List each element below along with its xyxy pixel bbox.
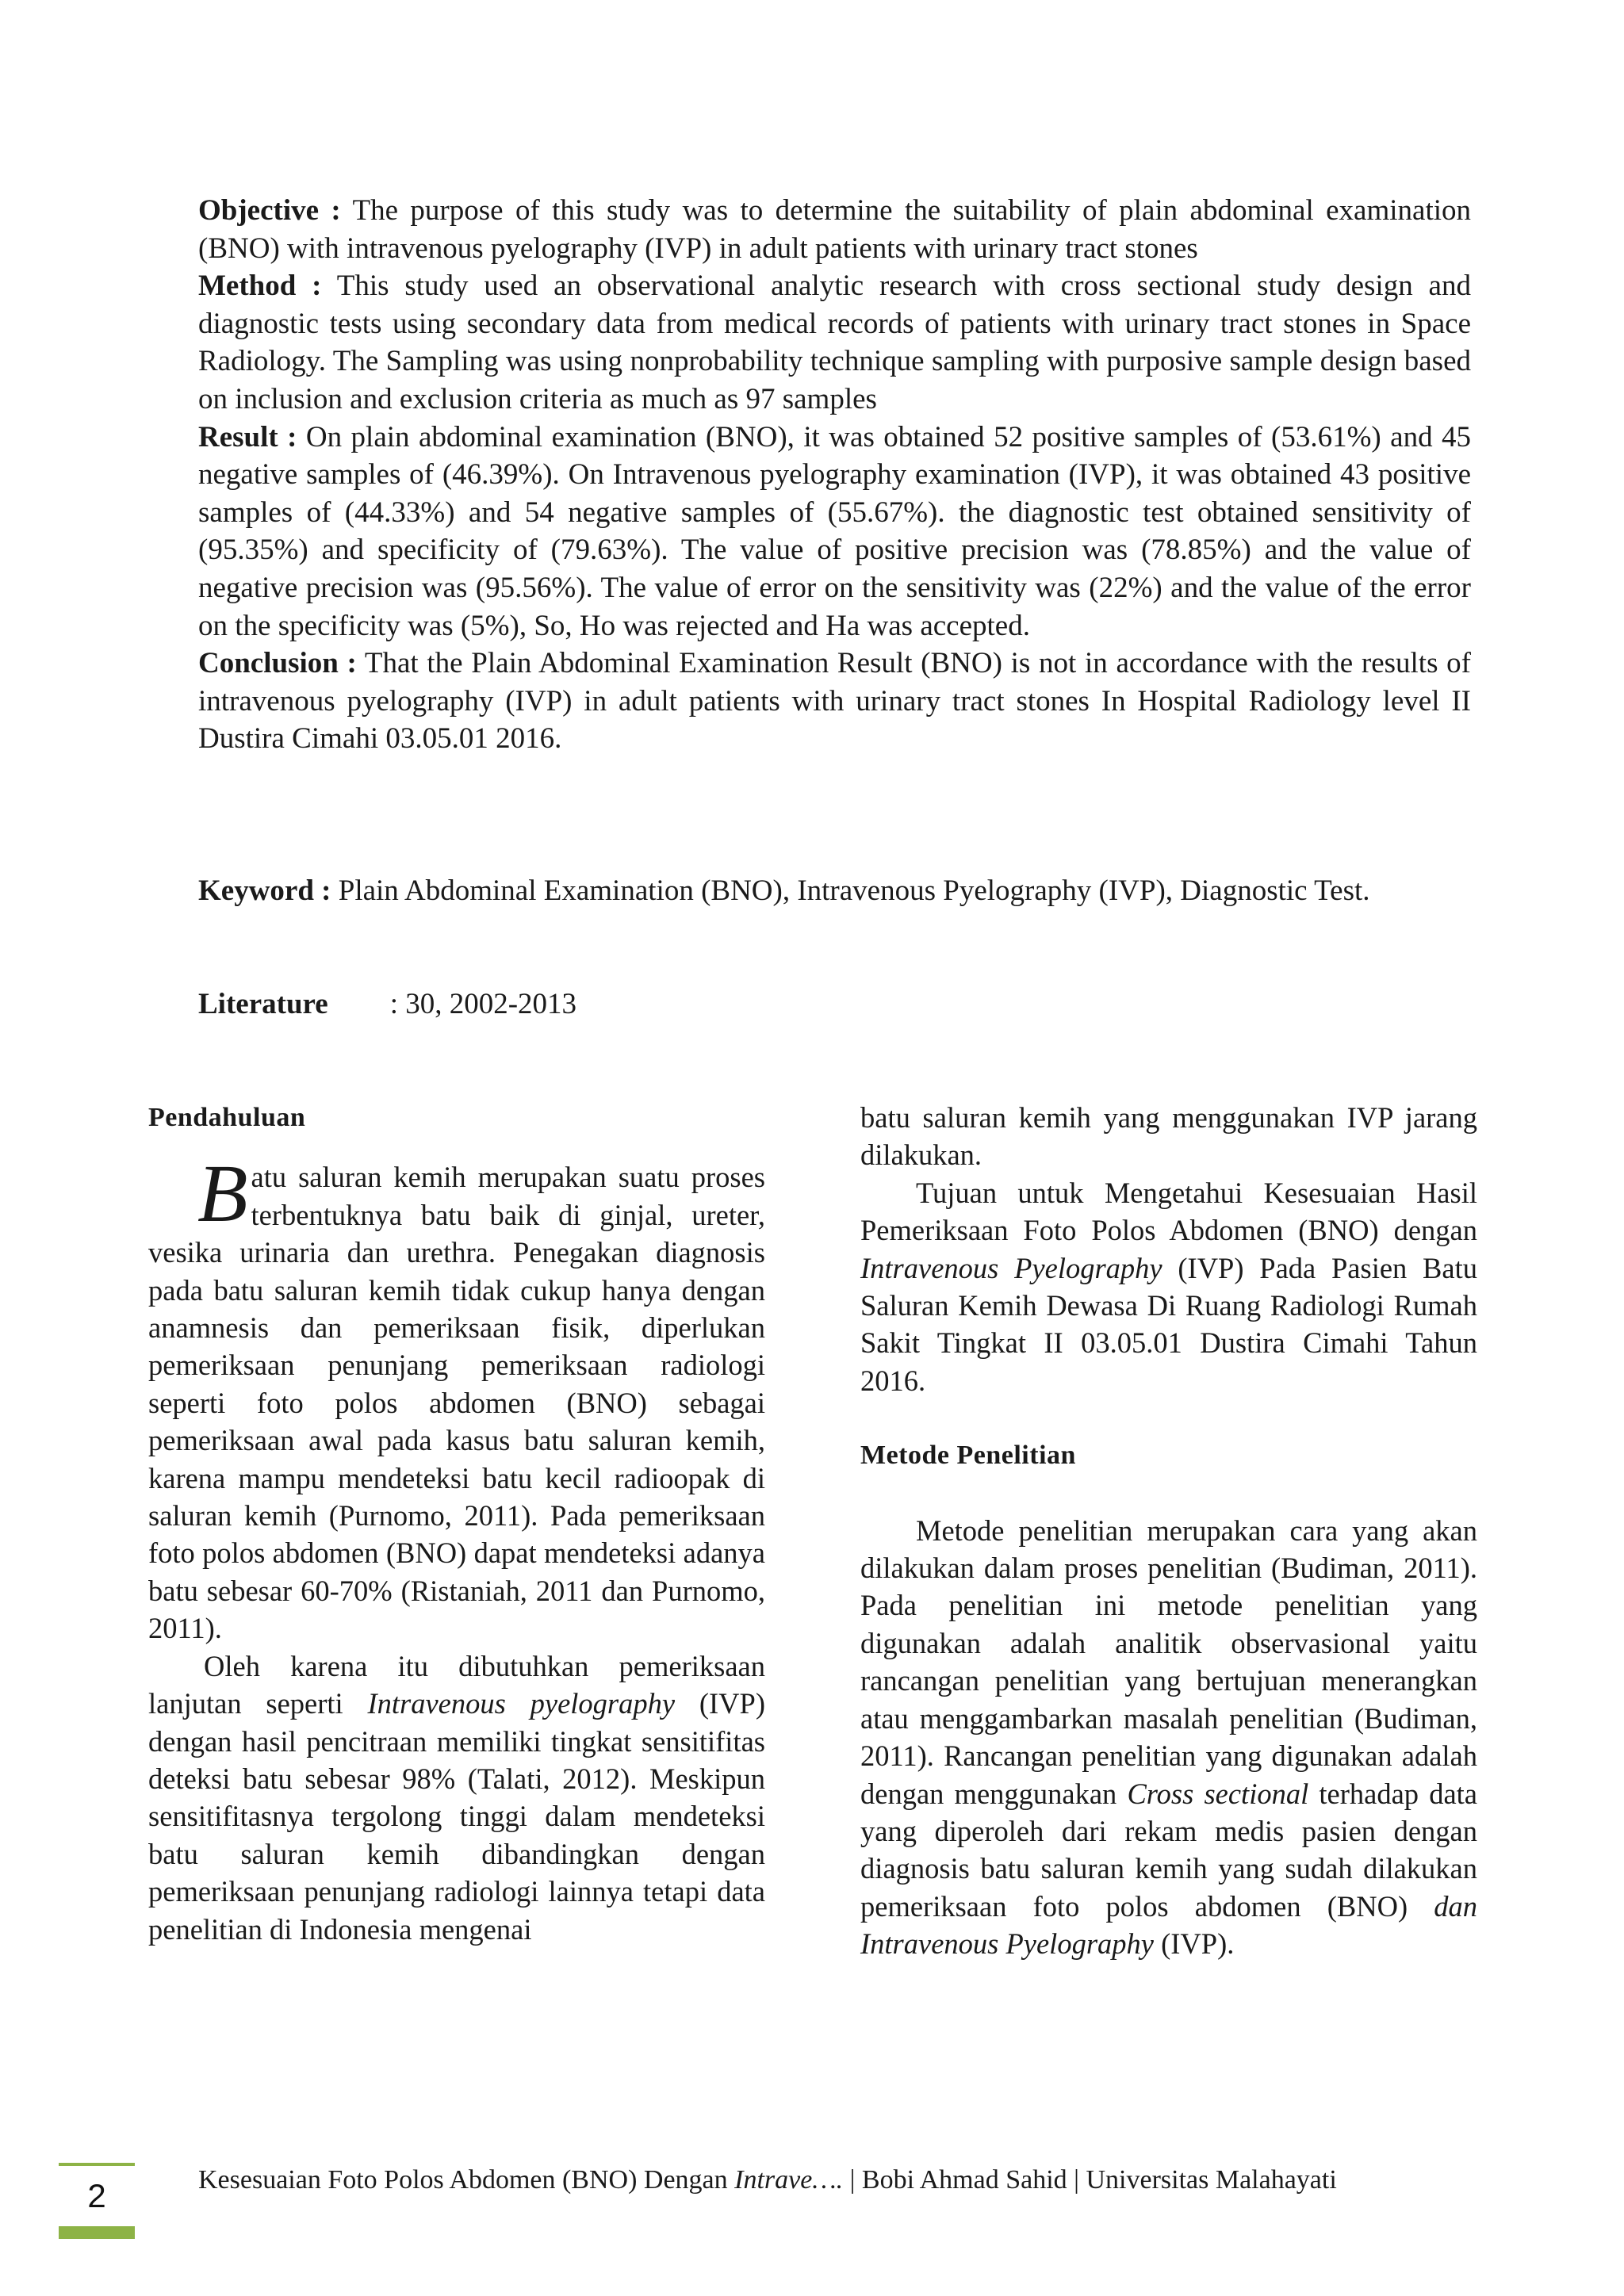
abstract-objective xyxy=(198,192,1471,267)
drop-cap: B xyxy=(197,1148,248,1240)
running-footer-italic: Intrave…. xyxy=(734,2165,844,2195)
footer-accent-bar-bottom xyxy=(59,2226,135,2239)
objective-paragraph xyxy=(860,1174,1477,1399)
abstract xyxy=(198,192,1471,758)
spacer xyxy=(860,1475,1477,1512)
literature-label: Literature xyxy=(198,988,328,1020)
intro-paragraph-2-text-b: (IVP) dengan hasil pencitraan memiliki tingkat sensitifitas deteksi batu sebesar 98% (Talati, 2012). Meskipun sensitifitasnya tergolong tinggi dalam mendeteksi batu saluran kemih dibandingkan dengan pemeriksaan penunjang radiologi lainnya tetapi data penelitian di Indonesia mengenai xyxy=(148,1687,765,1946)
intro-paragraph-2-continued: batu saluran kemih yang menggunakan IVP jarang dilakukan. xyxy=(860,1101,1477,1172)
abstract-method xyxy=(198,267,1471,418)
page-number: 2 xyxy=(87,2177,106,2214)
section-heading-pendahuluan: Pendahuluan xyxy=(148,1103,306,1132)
running-footer xyxy=(198,2163,1483,2198)
intro-paragraph-2 xyxy=(148,1647,765,1948)
objective-label: Objective : xyxy=(198,194,341,227)
objective-paragraph-text-b: (IVP) Pada Pasien Batu Saluran Kemih Dewasa Di Ruang Radiologi Rumah Sakit Tingkat II 03.05.01 Dustira Cimahi Tahun 2016. xyxy=(860,1251,1477,1397)
result-label: Result : xyxy=(198,420,297,453)
objective-text: The purpose of this study was to determine the suitability of plain abdominal examination (BNO) with intravenous pyelography (IVP) in adult patients with urinary tract stones xyxy=(198,194,1472,265)
objective-paragraph-text-a: Tujuan untuk Mengetahui Kesesuaian Hasil Pemeriksaan Foto Polos Abdomen (BNO) dengan xyxy=(860,1176,1477,1247)
method-paragraph-text-c: (IVP). xyxy=(1153,1927,1235,1961)
keywords xyxy=(198,872,1471,910)
left-column xyxy=(148,1099,765,1948)
footer-accent-bar-top xyxy=(59,2163,135,2166)
method-paragraph-italic-1: Cross sectional xyxy=(1127,1777,1309,1810)
intro-paragraph-1 xyxy=(148,1148,765,1647)
literature xyxy=(198,985,576,1024)
keyword-text: Plain Abdominal Examination (BNO), Intravenous Pyelography (IVP), Diagnostic Test. xyxy=(338,874,1370,907)
keyword-label: Keyword : xyxy=(198,874,331,907)
method-paragraph-text-b: terhadap data yang diperoleh dari rekam medis pasien dengan diagnosis batu saluran kemih yang sudah dilakukan pemeriksaan foto polos abdomen (BNO) xyxy=(860,1777,1477,1923)
method-label: Method : xyxy=(198,270,322,303)
intro-paragraph-1-text: atu saluran kemih merupakan suatu proses terbentuknya batu baik di ginjal, ureter, vesika urinaria dan urethra. Penegakan diagnosis pada batu saluran kemih tidak cukup hanya dengan anamnesis dan pemeriksaan fisik, diperlukan pemeriksaan penunjang pemeriksaan radiologi seperti foto polos abdomen (BNO) sebagai pemeriksaan awal pada kasus batu saluran kemih, karena mampu mendeteksi batu kecil radioopak di saluran kemih (Purnomo, 2011). Pada pemeriksaan foto polos abdomen (BNO) dapat mendeteksi adanya batu sebesar 60-70% (Ristaniah, 2011 dan Purnomo, 2011). xyxy=(148,1161,765,1645)
intro-paragraph-2-text-a: Oleh karena itu dibutuhkan pemeriksaan lanjutan seperti xyxy=(148,1649,765,1720)
spacer xyxy=(860,1399,1477,1437)
method-text: This study used an observational analytic research with cross sectional study design and diagnostic tests using secondary data from medical records of patients with urinary tract stones in Space Radiology. The Sampling was using nonprobability technique sampling with purposive sample design based on inclusion and exclusion criteria as much as 97 samples xyxy=(198,270,1471,415)
method-paragraph-italic-2: dan Intravenous Pyelography xyxy=(860,1889,1477,1961)
literature-value: : 30, 2002-2013 xyxy=(389,988,577,1020)
result-text: On plain abdominal examination (BNO), it was obtained 52 positive samples of (53.61%) and 45 negative samples of (46.39%). On Intravenous pyelography examination (IVP), it was obtained 43 positive samples of (44.33%) and 54 negative samples of (55.67%). the diagnostic test obtained sensitivity of (95.35%) and specificity of (79.63%). The value of positive precision was (78.85%) and the value of negative precision was (95.56%). The value of error on the sensitivity was (22%) and the value of the error on the specificity was (5%), So, Ho was rejected and Ha was accepted. xyxy=(198,420,1471,642)
objective-paragraph-italic: Intravenous Pyelography xyxy=(860,1251,1162,1284)
conclusion-label: Conclusion : xyxy=(198,647,357,680)
intro-paragraph-2-italic: Intravenous pyelography xyxy=(367,1687,676,1720)
section-heading-metode: Metode Penelitian xyxy=(860,1441,1076,1471)
abstract-result xyxy=(198,419,1471,645)
conclusion-text: That the Plain Abdominal Examination Result (BNO) is not in accordance with the results of intravenous pyelography (IVP) in adult patients with urinary tract stones In Hospital Radiology level II Dustira Cimahi 03.05.01 2016. xyxy=(198,647,1472,756)
method-paragraph-text-a: Metode penelitian merupakan cara yang akan dilakukan dalam proses penelitian (Budiman, 2011). Pada penelitian ini metode penelitian yang digunakan adalah analitik observasional yaitu rancangan penelitian yang bertujuan menerangkan atau menggambarkan masalah penelitian (Budiman, 2011). Rancangan penelitian yang digunakan adalah dengan menggunakan xyxy=(860,1513,1477,1810)
running-footer-text-a: Kesesuaian Foto Polos Abdomen (BNO) Dengan xyxy=(198,2165,735,2195)
right-column xyxy=(860,1099,1477,1963)
running-footer-text-b: | Bobi Ahmad Sahid | Universitas Malahayati xyxy=(843,2165,1337,2195)
method-paragraph xyxy=(860,1512,1477,1963)
abstract-conclusion xyxy=(198,645,1471,758)
